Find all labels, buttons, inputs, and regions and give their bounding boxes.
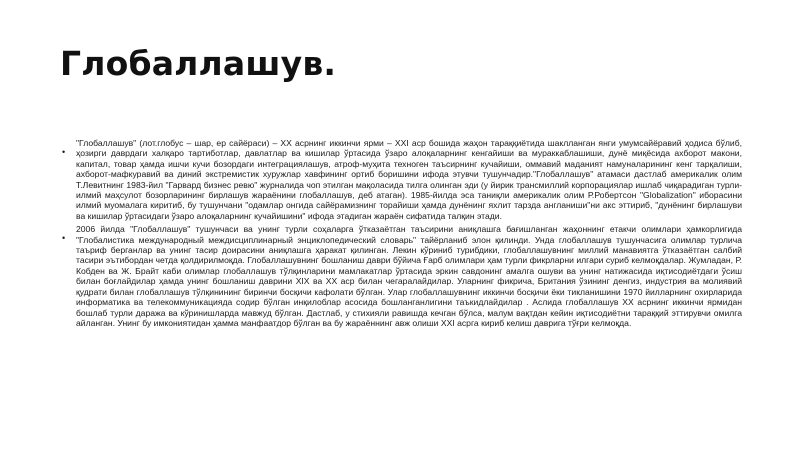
bullet-item: [62, 224, 742, 328]
bullet-text: "Глобаллашув" (лот.глобус – шар, ер сайёраси) – XX асрнинг иккинчи ярми – XXI аср бошида жаҳон тараққиётида шаклланган янги умумсайёравий ҳодиса бўлиб, ҳозирги даврдаги халқаро тартиботлар, давлатлар ва кишилар ўртасида ўзаро алоқаларнинг кенгайиши ва мураккаблашиши, дунё миқёсида ахборот макони, капитал, товар ҳамда ишчи кучи бозордаги интеграциялашув, атроф-муҳита техноген таъсирнинг кучайиши, оммавий маданият намуналарининг кенг тарқалиши, ахборот-мафкуравий ва диний экстремистик хуружлар хавфининг ортиб боришини ифода этувчи тушунчадир."Глобаллашув" атамаси дастлаб америкалик олим Т.Левитнинг 1983-йил "Гарвард бизнес ревю" журналида чоп этилган мақоласида тилга олинган эди (у йирик трансмиллий корпорациялар ишлаб чиқарадиган турли-илмий маҳсулот бозорларининг бирлашув жараёнини глобаллашув, деб атаган). 1985-йилда эса таниқли америкалик олим Р.Робертсон "Globalization" иборасини илмий муомалага киритиб, бу тушунчани "одамлар онгида сайёрамизнинг торайиши ҳамда дунёнинг яхлит тарзда англаниши"ни акс эттириб, "дунёнинг бирлашуви ва кишилар ўртасидаги ўзаро алоқаларнинг кучайишини" ифода этадиган жараён сифатида талқин этади.: [76, 138, 742, 221]
bullet-marker: •: [62, 147, 66, 157]
bullet-item: [62, 138, 742, 221]
slide-title: Глобаллашув.: [60, 44, 337, 83]
bullet-marker: •: [62, 233, 66, 244]
slide-body: [62, 138, 742, 328]
bullet-text: 2006 йилда "Глобаллашув" тушунчаси ва унинг турли соҳаларга ўтказаётган таъсирини аниқлашга бағишланган жаҳоннинг етакчи олимлари ҳамкорлигида "Глобалистика международный междисциплинарный энциклопедический словарь" тайёрланиб элон қилинди. Унда глобаллашув тушунчасига олимлар турлича таъриф берганлар ва унинг тасир доирасини аниқлашга ҳаракат қилинган. Лекин кўриниб турибдики, глобаллашувнинг миллий манавиятга ўтказаётган салбий тасири эътибордан четда қолдирилмоқда. Глобаллашувнинг бошланиш даври бўйича Ғарб олимлари ҳам турли фикрларни илгари суриб келмоқдалар. Жумладан, Р. Кобден ва Ж. Брайт каби олимлар глобаллашув тўлқинларини мамлакатлар ўртасида эркин савдонинг амалга ошуви ва унинг натижасида иқтисодиётдаги ўсиш билан боғлайдилар ҳамда унинг бошланиш даврини XIX ва XX аср билан чегаралайдилар. Уларнинг фикрича, Британия ўзининг денгиз, индустрия ва молиявий қудрати билан глобаллашув тўлқинининг биринчи босқичи кафолати бўлган. Улар глобаллашувнинг иккинчи босқичи ёки тикланишини 1970 йилларнинг охирларида информатика ва телекоммуникацияда содир бўлган инқилоблар асосида бошланганлигини таъкидлайдилар . Аслида глобаллашув XX асрнинг иккинчи ярмидан бошлаб турли даража ва кўринишларда мавжуд бўлган. Дастлаб, у стихияли равишда кечган бўлса, малум вақтдан кейин иқтисодиётни тараққий эттирувчи омилга айланган. Унинг бу имкониятидан ҳамма манфаатдор бўлган ва бу жараённинг авж олиши XXI асрга кириб келиш даврига тўғри келмоқда.: [76, 224, 742, 328]
